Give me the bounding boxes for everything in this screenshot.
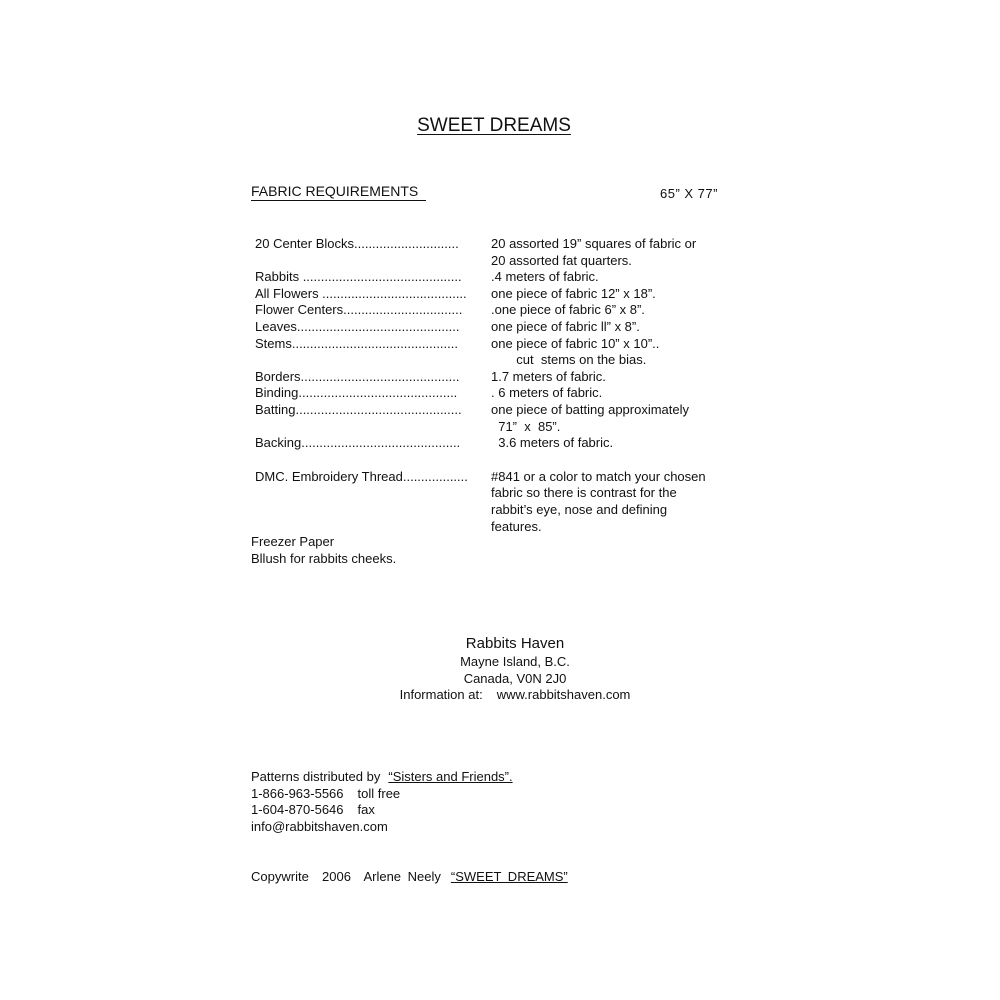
requirement-line: fabric so there is contrast for the xyxy=(491,485,677,501)
company-block xyxy=(0,634,1000,704)
requirement-line: cut stems on the bias. xyxy=(491,352,647,368)
copyright-line xyxy=(251,869,568,884)
requirement-row xyxy=(255,402,755,435)
extra-item: Bllush for rabbits cheeks. xyxy=(251,550,397,566)
requirement-label: Backing............................................ xyxy=(255,435,461,451)
requirement-value xyxy=(491,385,751,402)
extra-item: Freezer Paper xyxy=(251,534,335,549)
requirements-list xyxy=(255,236,755,535)
email-address[interactable]: info@rabbitshaven.com xyxy=(251,818,388,834)
requirement-value xyxy=(491,319,751,336)
company-address-line-1: Mayne Island, B.C. xyxy=(460,654,570,669)
requirement-row xyxy=(255,435,755,452)
requirement-value xyxy=(491,269,751,286)
requirement-label: Stems.............................................. xyxy=(255,335,458,351)
requirement-line: 71” x 85”. xyxy=(491,418,561,434)
fax-line xyxy=(251,802,513,819)
toll-free-line xyxy=(251,786,513,803)
requirement-line: rabbit’s eye, nose and defining xyxy=(491,501,668,517)
requirement-line: #841 or a color to match your chosen xyxy=(491,468,706,484)
fax-number: 1-604-870-5646 xyxy=(251,802,344,818)
requirement-value xyxy=(491,469,751,535)
extra-supplies xyxy=(251,534,396,567)
requirement-row xyxy=(255,302,755,319)
requirement-label: Borders............................................ xyxy=(255,368,460,384)
requirement-line: one piece of fabric 10” x 10”.. xyxy=(491,335,660,351)
requirement-value xyxy=(491,369,751,386)
requirement-label: Leaves............................................. xyxy=(255,318,460,334)
requirement-label: Binding............................................ xyxy=(255,385,458,401)
requirement-line: .one piece of fabric 6” x 8”. xyxy=(491,302,645,318)
requirement-row xyxy=(255,469,755,535)
company-name: Rabbits Haven xyxy=(465,635,565,652)
requirement-value xyxy=(491,435,751,452)
distributor-prefix: Patterns distributed by xyxy=(251,769,381,784)
requirement-label: Flower Centers................................. xyxy=(255,302,463,318)
company-address-line-2: Canada, V0N 2J0 xyxy=(463,670,567,686)
requirement-value xyxy=(491,302,751,319)
requirement-line: features. xyxy=(491,518,542,534)
requirement-value xyxy=(491,286,751,303)
requirement-label: Rabbits ............................................ xyxy=(255,269,462,285)
requirement-label: 20 Center Blocks............................. xyxy=(255,236,459,251)
requirement-label: Batting.............................................. xyxy=(255,401,462,417)
requirement-value xyxy=(491,236,751,269)
copyright-text: Copywrite 2006 Arlene Neely xyxy=(251,869,441,884)
requirement-row xyxy=(255,236,755,269)
info-label: Information at: xyxy=(399,687,483,703)
fax-label: fax xyxy=(357,802,375,818)
requirement-row xyxy=(255,269,755,286)
requirement-row xyxy=(255,369,755,386)
section-heading: FABRIC REQUIREMENTS xyxy=(251,183,426,201)
requirement-line: . 6 meters of fabric. xyxy=(491,385,603,401)
quilt-size: 65” X 77” xyxy=(660,186,718,201)
requirement-line: one piece of fabric ll” x 8”. xyxy=(491,318,640,334)
toll-free-label: toll free xyxy=(357,785,401,801)
requirement-row xyxy=(255,319,755,336)
requirement-line: 3.6 meters of fabric. xyxy=(491,435,614,451)
requirement-line: 20 assorted 19” squares of fabric or xyxy=(491,236,697,251)
distribution-block xyxy=(251,769,513,835)
requirement-label: All Flowers ........................................ xyxy=(255,285,467,301)
distributor-line xyxy=(251,769,513,786)
requirement-row xyxy=(255,336,755,369)
requirement-label: DMC. Embroidery Thread.................. xyxy=(255,468,468,484)
requirement-line: .4 meters of fabric. xyxy=(491,269,599,285)
requirement-row xyxy=(255,286,755,303)
requirement-value xyxy=(491,402,751,435)
requirement-line: one piece of fabric 12” x 18”. xyxy=(491,285,656,301)
requirement-line: 20 assorted fat quarters. xyxy=(491,252,632,268)
distributor-name: “Sisters and Friends”. xyxy=(388,769,513,784)
title-text: SWEET DREAMS xyxy=(417,115,571,136)
requirement-row xyxy=(255,385,755,402)
website-link[interactable]: www.rabbitshaven.com xyxy=(496,687,631,703)
copyright-title: “SWEET DREAMS” xyxy=(450,869,568,884)
toll-free-number: 1-866-963-5566 xyxy=(251,785,344,801)
company-info-line xyxy=(0,687,1000,704)
spacer xyxy=(255,452,755,469)
document-title xyxy=(0,115,988,137)
requirement-value xyxy=(491,336,751,369)
requirement-line: one piece of batting approximately xyxy=(491,401,690,417)
requirement-line: 1.7 meters of fabric. xyxy=(491,368,606,384)
